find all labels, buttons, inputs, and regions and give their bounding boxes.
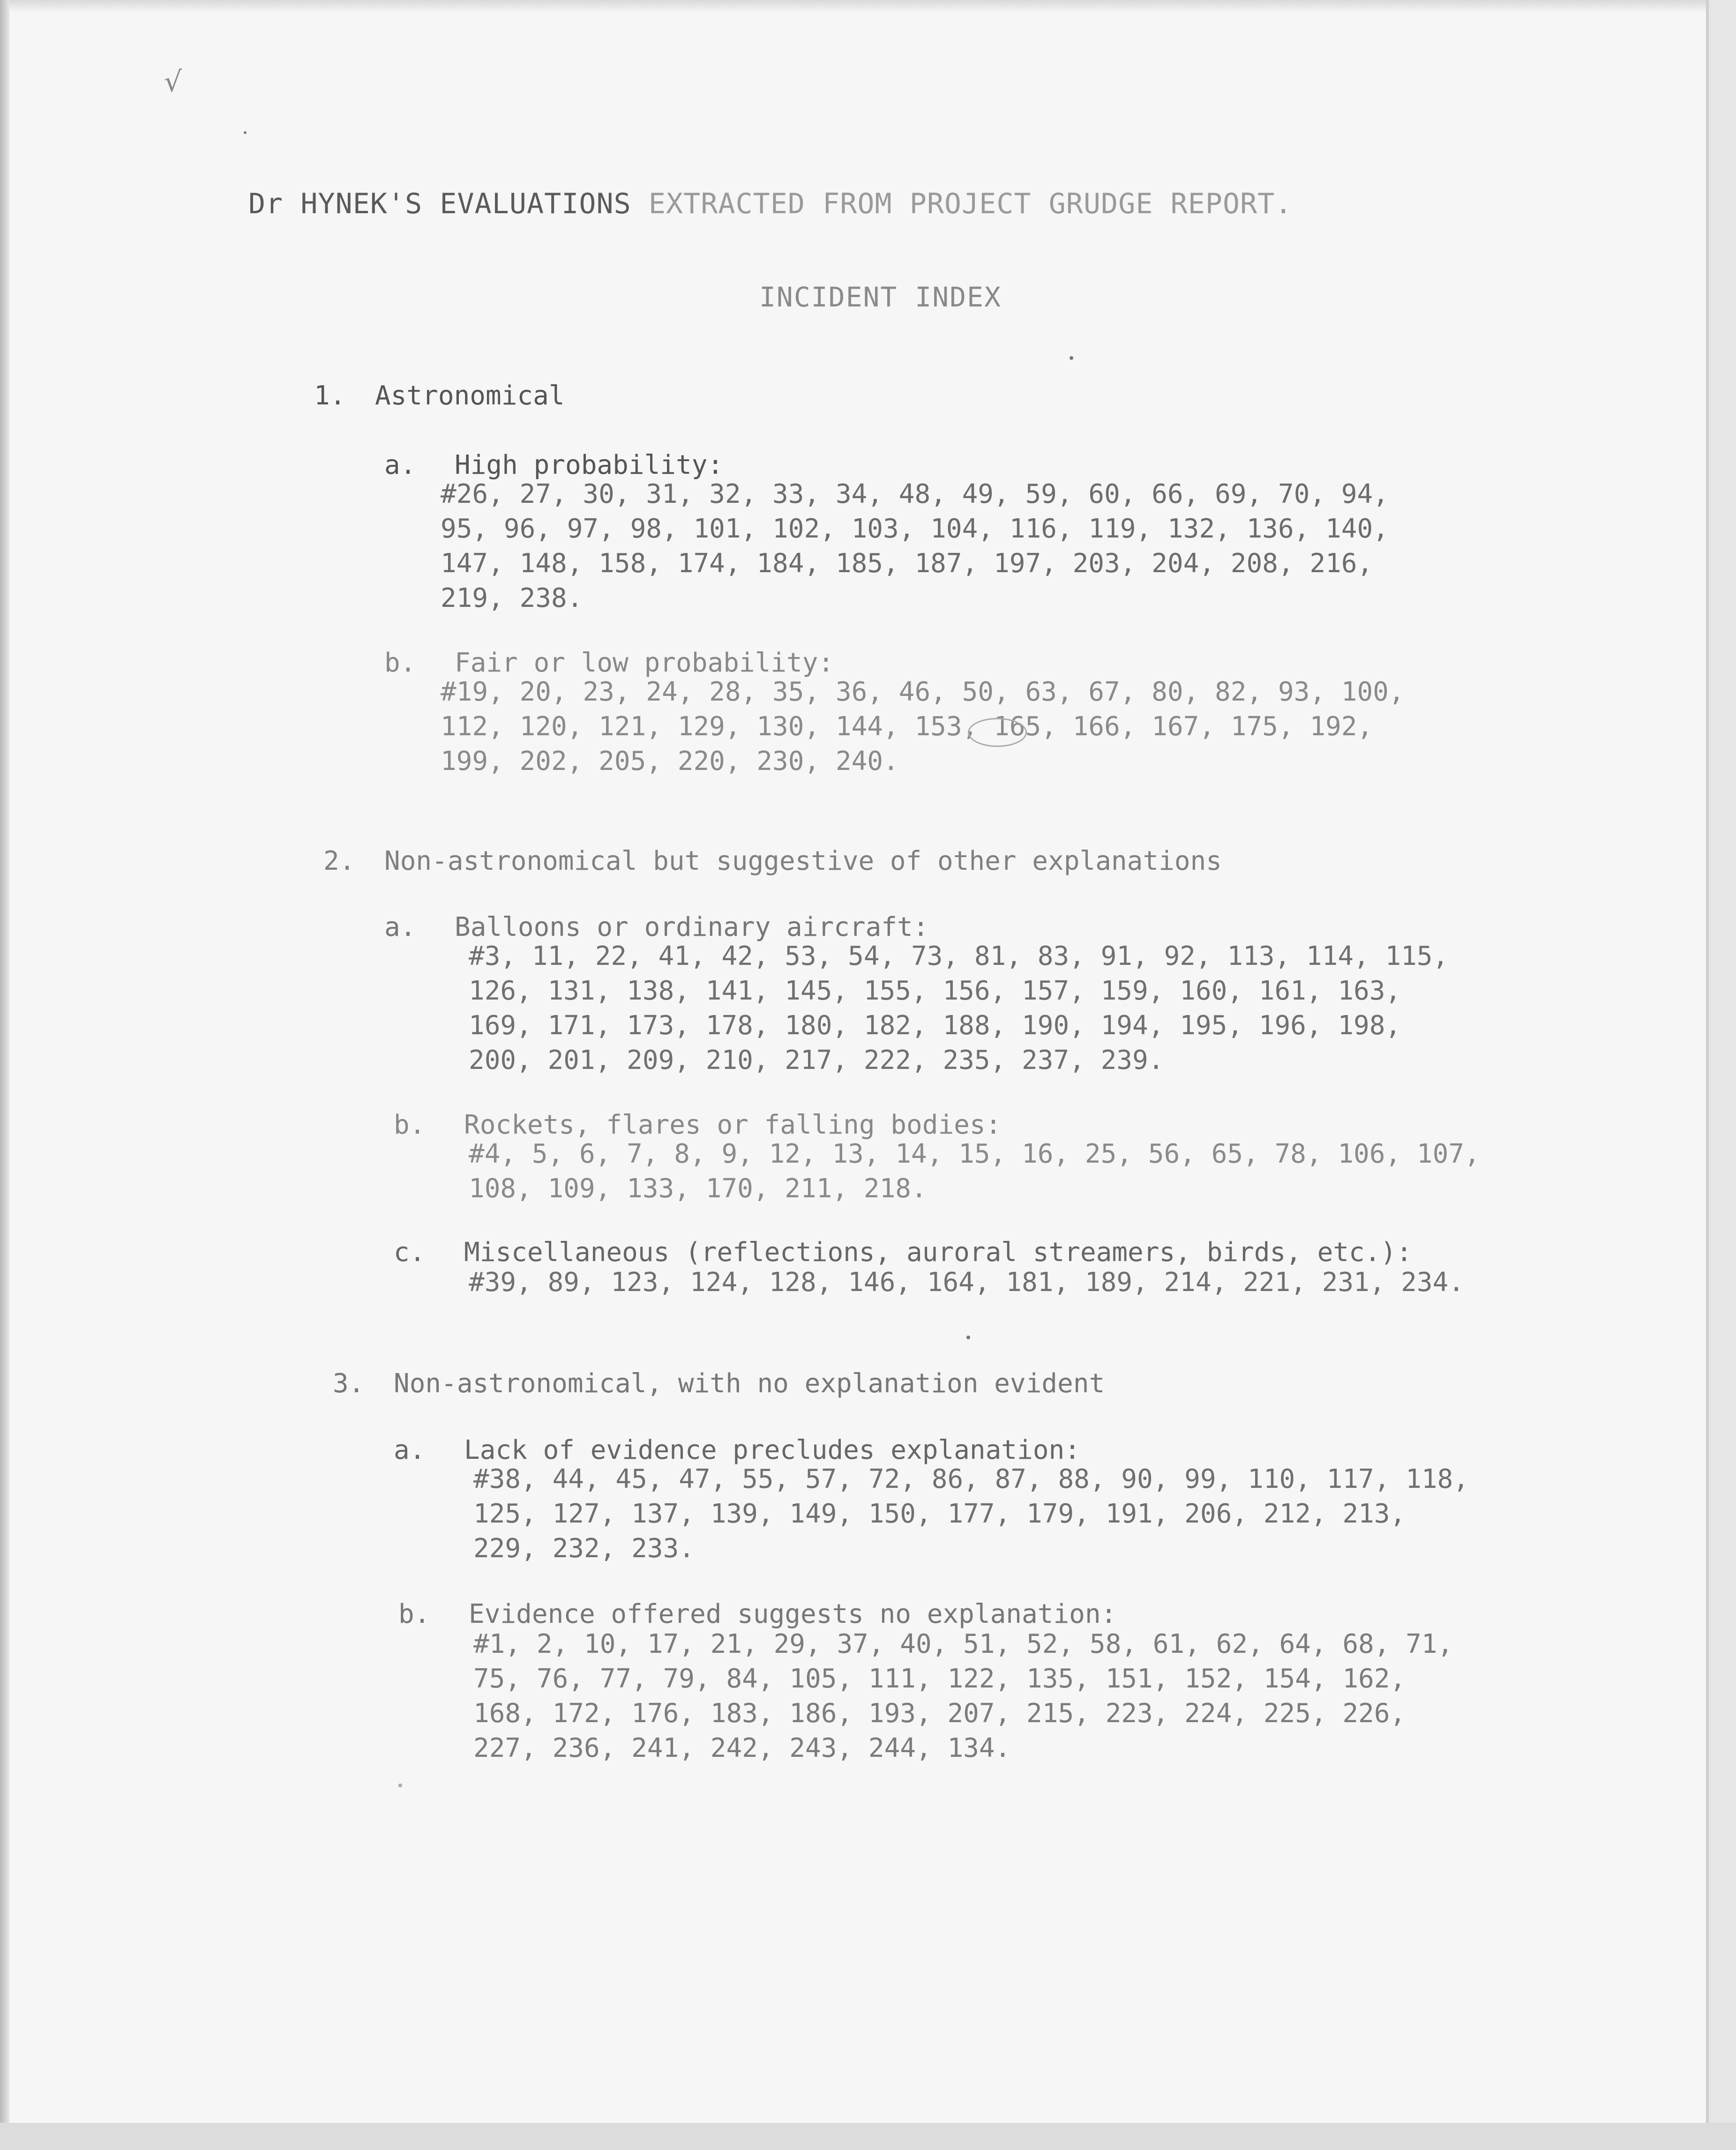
subsection-label: [394, 1237, 1412, 1268]
section-title: Non-astronomical but suggestive of other explanations: [384, 846, 1222, 876]
section-number: 1.: [314, 381, 346, 411]
subsection-letter: a.: [394, 1435, 426, 1465]
scan-left-edge: [0, 0, 9, 2150]
incident-list: #3, 11, 22, 41, 42, 53, 54, 73, 81, 83, 91, 92, 113, 114, 115, 126, 131, 138, 141, 145, 155, 156, 157, 159, 160, 161, 163, 169, 171, 173, 178, 180, 182, 188, 190, 194, 195, 196, 198, 200, 201, 209, 210, 217, 222, 235, 237, 239.: [469, 941, 1449, 1075]
scan-speck: [398, 1784, 402, 1787]
document-title: [248, 187, 1561, 220]
scan-top-shadow: [9, 0, 1706, 12]
margin-pencil-mark: √: [164, 66, 182, 98]
subsection-title: High probability:: [455, 450, 724, 480]
title-rest: EXTRACTED FROM PROJECT GRUDGE REPORT.: [648, 187, 1293, 220]
subsection-label: [384, 912, 928, 942]
subsection-label: [384, 450, 723, 480]
section-title: Astronomical: [375, 381, 565, 411]
subsection-letter: a.: [384, 912, 416, 942]
scan-speck: [1070, 356, 1073, 360]
subsection-title: Fair or low probability:: [455, 648, 834, 678]
incident-list: #1, 2, 10, 17, 21, 29, 37, 40, 51, 52, 58, 61, 62, 64, 68, 71, 75, 76, 77, 79, 84, 105, 111, 122, 135, 151, 152, 154, 162, 168, 172, 176, 183, 186, 193, 207, 215, 223, 224, 225, 226, 227, 236, 241, 242, 243, 244, 134.: [473, 1629, 1453, 1763]
incident-list: #38, 44, 45, 47, 55, 57, 72, 86, 87, 88, 90, 99, 110, 117, 118, 125, 127, 137, 139, 149, 150, 177, 179, 191, 206, 212, 213, 229, 232, 233.: [473, 1464, 1469, 1564]
title-prefix: Dr HYNEK'S EVALUATIONS: [248, 187, 631, 220]
subsection-letter: c.: [394, 1237, 426, 1268]
subsection-label: [394, 1110, 1001, 1140]
incident-list: #4, 5, 6, 7, 8, 9, 12, 13, 14, 15, 16, 25, 56, 65, 78, 106, 107, 108, 109, 133, 170, 211, 218.: [469, 1139, 1480, 1204]
subsection-label: [384, 648, 834, 678]
subsection-title: Miscellaneous (reflections, auroral streamers, birds, etc.):: [464, 1237, 1412, 1268]
incident-list: #39, 89, 123, 124, 128, 146, 164, 181, 189, 214, 221, 231, 234.: [469, 1267, 1465, 1298]
section-heading: [314, 381, 565, 411]
subsection-letter: a.: [384, 450, 416, 480]
subsection-label: [398, 1599, 1116, 1629]
subsection-title: Evidence offered suggests no explanation:: [469, 1599, 1117, 1629]
incident-list: #26, 27, 30, 31, 32, 33, 34, 48, 49, 59, 60, 66, 69, 70, 94, 95, 96, 97, 98, 101, 102, 103, 104, 116, 119, 132, 136, 140, 147, 148, 158, 174, 184, 185, 187, 197, 203, 204, 208, 216, 219, 238.: [441, 479, 1389, 613]
subsection-title: Balloons or ordinary aircraft:: [455, 912, 929, 942]
scan-speck: [966, 1336, 970, 1339]
subsection-label: [394, 1435, 1080, 1465]
section-heading: [333, 1368, 1105, 1399]
section-heading: [323, 846, 1222, 876]
document-page: [9, 0, 1709, 2123]
scan-bottom-edge: [0, 2123, 1736, 2150]
document-subtitle: INCIDENT INDEX: [759, 281, 1002, 313]
subsection-letter: b.: [394, 1110, 426, 1140]
section-number: 3.: [333, 1368, 365, 1399]
section-number: 2.: [323, 846, 355, 876]
subsection-letter: b.: [384, 648, 416, 678]
section-title: Non-astronomical, with no explanation evident: [394, 1368, 1105, 1399]
subsection-title: Rockets, flares or falling bodies:: [464, 1110, 1002, 1140]
scan-speck: [244, 131, 247, 134]
circled-annotation: [968, 718, 1027, 747]
incident-list: #19, 20, 23, 24, 28, 35, 36, 46, 50, 63, 67, 80, 82, 93, 100, 112, 120, 121, 129, 130, 144, 153, 165, 166, 167, 175, 192, 199, 202, 205, 220, 230, 240.: [441, 677, 1405, 776]
subsection-title: Lack of evidence precludes explanation:: [464, 1435, 1080, 1465]
subsection-letter: b.: [398, 1599, 430, 1629]
